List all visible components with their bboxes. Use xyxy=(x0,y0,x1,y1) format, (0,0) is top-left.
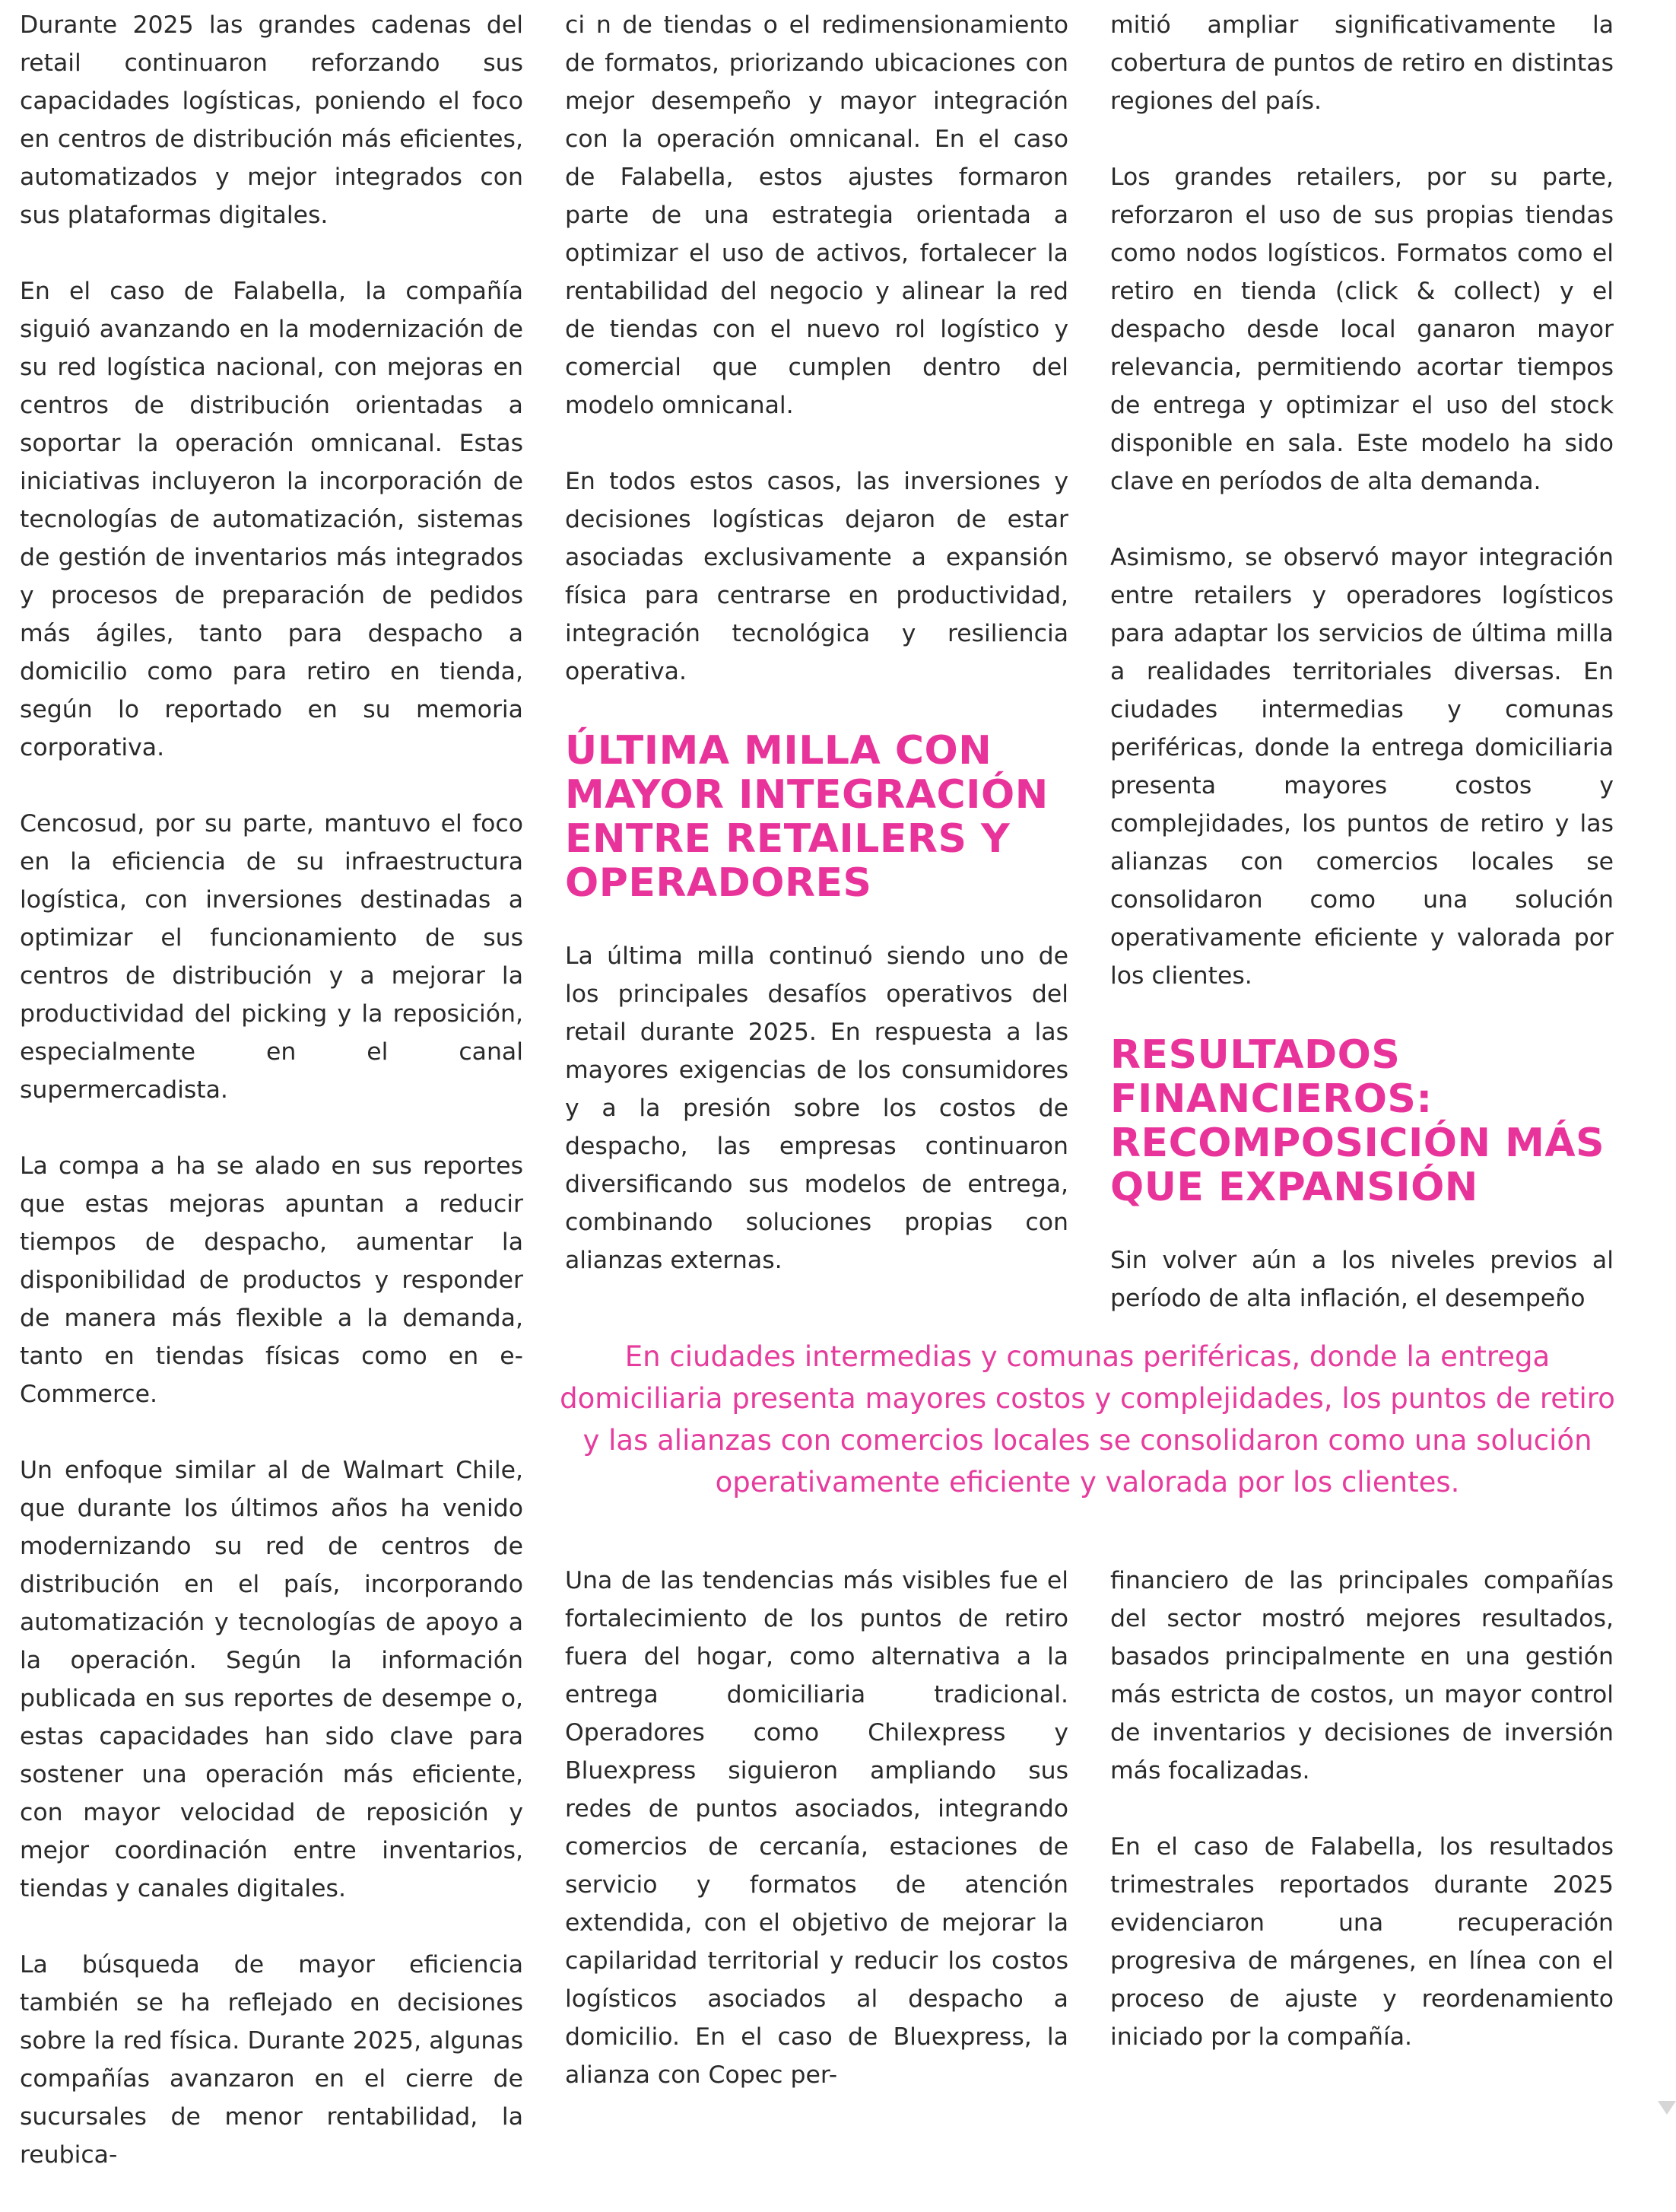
paragraph: Asimismo, se observó mayor integración entre retailers y operadores logísticos para adaptar los servicios de última milla a realidades territoriales diversas. En ciudades intermedias y comunas periféricas, donde la entrega domiciliaria presenta mayores costos y complejidades, los puntos de retiro y las alianzas con comercios locales se consolidaron como una solución operativamente eficiente y valorada por los clientes. xyxy=(1110,544,1614,990)
column-1 xyxy=(20,6,523,2212)
column-3-bottom xyxy=(1110,1562,1614,2094)
paragraph: En todos estos casos, las inversiones y decisiones logísticas dejaron de estar asociadas exclusivamente a expansión física para centrarse en productividad, integración tecnológica y resiliencia operativa. xyxy=(565,468,1068,685)
paragraph: Una de las tendencias más visibles fue el fortalecimiento de los puntos de retiro fuera del hogar, como alternativa a la entrega domiciliaria tradicional. Operadores como Chilexpress y Bluexpress siguieron ampliando sus redes de puntos asociados, integrando comercios de cercanía, estaciones de servicio y formatos de atención extendida, con el objetivo de mejorar la capilaridad territorial y reducir los costos logísticos asociados al despacho a domicilio. En el caso de Bluexpress, la alianza con Copec per- xyxy=(565,1567,1068,2089)
column-2-bottom xyxy=(565,1562,1068,2132)
section-heading-ultima-milla: ÚLTIMA MILLA CON MAYOR INTEGRACIÓN ENTRE RETAILERS Y OPERADORES xyxy=(565,728,1049,906)
paragraph: financiero de las principales compañías del sector mostró mejores resultados, basados principalmente en una gestión más estricta de costos, un mayor control de inventarios y decisiones de inversión más focalizadas. xyxy=(1110,1567,1614,1785)
paragraph: La última milla continuó siendo uno de los principales desafíos operativos del retail durante 2025. En respuesta a las mayores exigencias de los consumidores y a la presión sobre los costos de despacho, las empresas continuaron diversificando sus modelos de entrega, combinando soluciones propias con alianzas externas. xyxy=(565,942,1068,1274)
paragraph: En el caso de Falabella, los resultados trimestrales reportados durante 2025 evidenciaron una recuperación progresiva de márgenes, en línea con el proceso de ajuste y reordenamiento iniciado por la compañía. xyxy=(1110,1833,1614,2051)
column-2-top xyxy=(565,6,1068,1317)
paragraph: Los grandes retailers, por su parte, reforzaron el uso de sus propias tiendas como nodos logísticos. Formatos como el retiro en tienda (click & collect) y el despacho desde local ganaron mayor relevancia, permitiendo acortar tiempos de entrega y optimizar el uso del stock disponible en sala. Este modelo ha sido clave en períodos de alta demanda. xyxy=(1110,164,1614,495)
paragraph: ci n de tiendas o el redimensionamiento de formatos, priorizando ubicaciones con mejor desempeño y mayor integración con la operación omnicanal. En el caso de Falabella, estos ajustes formaron parte de una estrategia orientada a optimizar el uso de activos, fortalecer la rentabilidad del negocio y alinear la red de tiendas con el nuevo rol logístico y comercial que cumplen dentro del modelo omnicanal. xyxy=(565,11,1068,419)
paragraph: Sin volver aún a los niveles previos al período de alta inflación, el desempeño xyxy=(1110,1247,1614,1312)
paragraph: La búsqueda de mayor eficiencia también se ha reflejado en decisiones sobre la red física. Durante 2025, algunas compañías avanzaron en el cierre de sucursales de menor rentabilidad, la reubica- xyxy=(20,1951,523,2169)
pull-quote: En ciudades intermedias y comunas periféricas, donde la entrega domiciliaria presenta mayores costos y complejidades, los puntos de retiro y las alianzas con comercios locales se consolidaron como una solución operativamente eficiente y valorada por los clientes. xyxy=(560,1340,1615,1499)
paragraph: Durante 2025 las grandes cadenas del retail continuaron reforzando sus capacidades logísticas, poniendo el foco en centros de distribución más eficientes, automatizados y mejor integrados con sus plataformas digitales. xyxy=(20,11,523,229)
paragraph: En el caso de Falabella, la compañía siguió avanzando en la modernización de su red logística nacional, con mejoras en centros de distribución orientadas a soportar la operación omnicanal. Estas iniciativas incluyeron la incorporación de tecnologías de automatización, sistemas de gestión de inventarios más integrados y procesos de preparación de pedidos más ágiles, tanto para despacho a domicilio como para retiro en tienda, según lo reportado en su memoria corporativa. xyxy=(20,278,523,761)
paragraph: mitió ampliar significativamente la cobertura de puntos de retiro en distintas regiones del país. xyxy=(1110,11,1614,115)
paragraph: Un enfoque similar al de Walmart Chile, que durante los últimos años ha venido modernizando su red de centros de distribución en el país, incorporando automatización y tecnologías de apoyo a la operación. Según la información publicada en sus reportes de desempe o, estas capacidades han sido clave para sostener una operación más eficiente, con mayor velocidad de reposición y mejor coordinación entre inventarios, tiendas y canales digitales. xyxy=(20,1457,523,1902)
column-3-top xyxy=(1110,6,1614,1355)
paragraph: Cencosud, por su parte, mantuvo el foco en la eficiencia de su infraestructura logística, con inversiones destinadas a optimizar el funcionamiento de sus centros de distribución y a mejorar la productividad del picking y la reposición, especialmente en el canal supermercadista. xyxy=(20,810,523,1104)
section-heading-resultados: RESULTADOS FINANCIEROS: RECOMPOSICIÓN MÁS QUE EXPANSIÓN xyxy=(1110,1032,1605,1210)
page-corner-marker xyxy=(1658,2101,1676,2115)
paragraph: La compa a ha se alado en sus reportes que estas mejoras apuntan a reducir tiempos de despacho, aumentar la disponibilidad de productos y responder de manera más flexible a la demanda, tanto en tiendas físicas como en e-Commerce. xyxy=(20,1152,523,1408)
